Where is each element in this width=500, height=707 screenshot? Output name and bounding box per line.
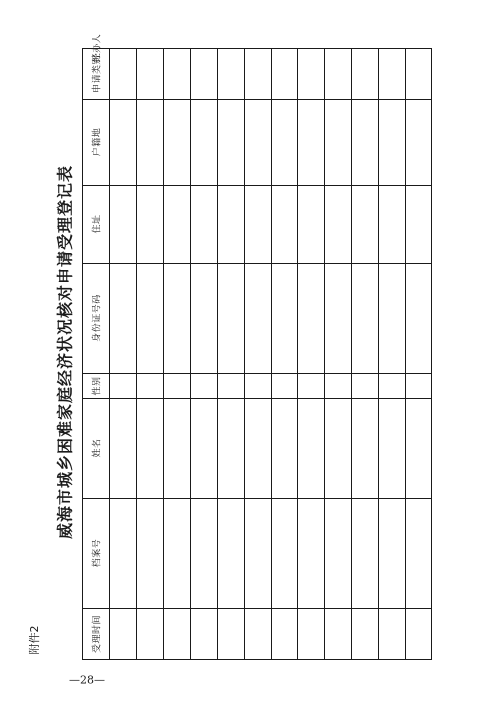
row-divider: [109, 48, 110, 660]
row-divider: [217, 48, 218, 660]
page-number: —28—: [69, 673, 105, 687]
column-divider: [82, 608, 432, 609]
column-divider: [82, 498, 432, 499]
row-divider: [405, 48, 406, 660]
column-header: 档案号: [92, 538, 102, 568]
row-divider: [271, 48, 272, 660]
row-divider: [190, 48, 191, 660]
row-divider: [244, 48, 245, 660]
registration-table: [82, 33, 432, 660]
column-header: 经办人: [92, 33, 102, 63]
column-header: 身份证号码: [92, 294, 102, 342]
column-divider: [82, 263, 432, 264]
row-divider: [297, 48, 298, 660]
column-header: 申请类别: [92, 54, 102, 93]
attachment-label: 附件2: [28, 625, 41, 655]
column-divider: [82, 99, 432, 100]
column-header: 受理时间: [92, 614, 102, 654]
column-divider: [82, 373, 432, 374]
column-divider: [82, 185, 432, 186]
page-title: 威海市城乡困难家庭经济状况核对申请受理登记表: [55, 164, 75, 540]
row-divider: [324, 48, 325, 660]
column-header: 性别: [92, 375, 102, 396]
table-border: [82, 48, 432, 660]
column-header: 户籍地: [92, 127, 102, 157]
row-divider: [378, 48, 379, 660]
column-header: 姓名: [92, 438, 102, 458]
column-header: 住址: [92, 214, 102, 234]
row-divider: [163, 48, 164, 660]
column-divider: [82, 398, 432, 399]
row-divider: [136, 48, 137, 660]
row-divider: [351, 48, 352, 660]
